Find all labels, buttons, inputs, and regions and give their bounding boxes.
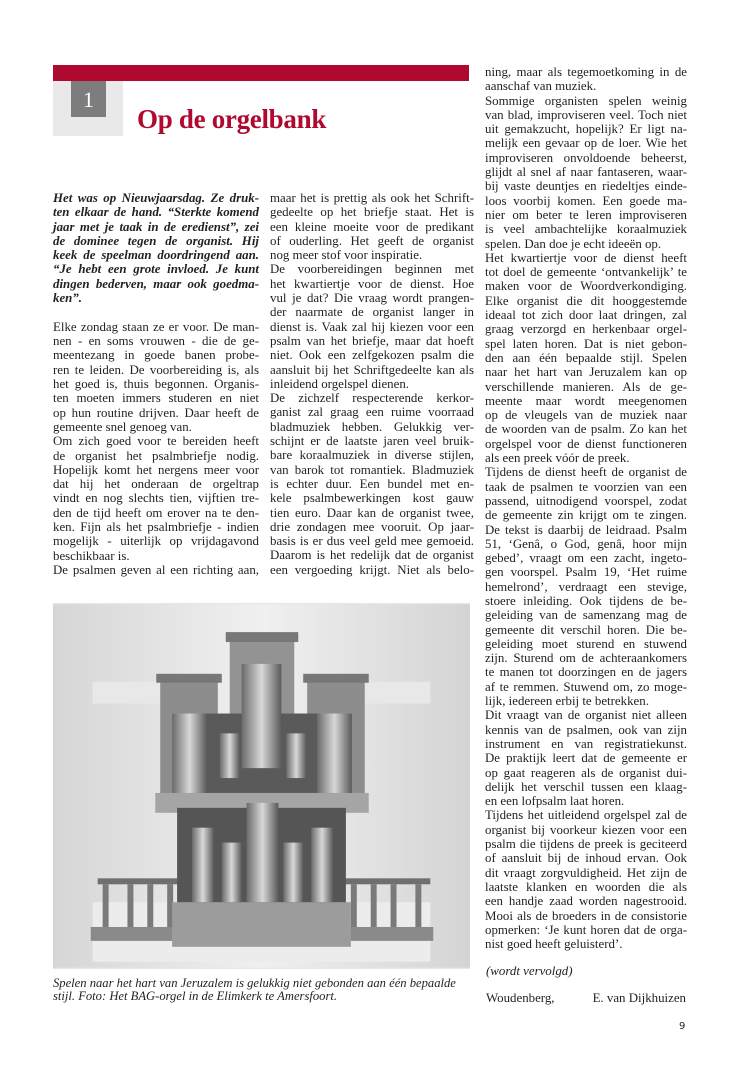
- text-line: laatste klanken en woorden die als: [485, 879, 687, 894]
- organ-illustration: [53, 603, 470, 969]
- paragraph: [485, 94, 687, 251]
- text-line: “Je hebt een grote invloed. Je kunt: [53, 262, 259, 277]
- text-line: Hopelijk komt het nergens meer voor: [53, 462, 259, 477]
- text-line: orgelspel voor de dienst functioneren: [485, 436, 687, 451]
- text-line: den de tijd heeft om erover na te den-: [53, 505, 259, 520]
- text-line: dingen bederven, maar ook goedma-: [53, 276, 259, 291]
- text-line: Het was op Nieuwjaarsdag. Ze druk-: [53, 191, 259, 205]
- text-line: en een lofpsalm laat horen.: [485, 794, 625, 809]
- text-line: De psalmen geven al een richting aan,: [53, 562, 259, 577]
- text-line: ten elkaar de hand. “Sterkte komend: [53, 205, 259, 220]
- text-line: ren te leiden. De voorbereiding is, als: [53, 362, 259, 377]
- text-line: naar het hart van Jeruzalem kan op: [485, 365, 687, 380]
- text-line: de woorden van de psalm. Zo kan het: [485, 422, 687, 437]
- text-line: af te remmen. Stuwend om, zo moge-: [485, 679, 687, 694]
- text-line: beschikbaar is.: [53, 548, 130, 563]
- text-line: aanschaf van muziek.: [485, 79, 597, 94]
- text-line: dit vraagt zorgvuldigheid. Het zijn de: [485, 865, 687, 880]
- text-line: ning, maar als tegemoetkoming in de: [485, 65, 687, 79]
- text-line: basis is er dus veel geld mee gemoeid.: [270, 534, 474, 549]
- text-line: Elke zondag staan ze er voor. De man-: [53, 319, 259, 334]
- text-line: geleiding van de samenzang mag de: [485, 608, 687, 623]
- text-line: Daarom is het redelijk dat de organist: [270, 548, 474, 563]
- text-line: stoere inleiding. Ook tijdens de be-: [485, 593, 687, 608]
- text-line: instrument en van registratiekunst.: [485, 736, 687, 751]
- text-line: Elke organist die dit hooggestemde: [485, 293, 687, 308]
- paragraph: [270, 262, 474, 391]
- text-line: tien euro. Daar kan de organist twee,: [270, 505, 474, 520]
- caption-line: stijl. Foto: Het BAG-orgel in de Elimkerk te Amersfoort.: [53, 989, 338, 1003]
- text-line: de organist het psalmbriefje nodig.: [53, 448, 259, 463]
- text-line: nier om beter te leren improviseren: [485, 207, 687, 222]
- paragraph: [485, 65, 687, 94]
- paragraph: [53, 563, 259, 577]
- text-line: melijk een gevaar op de loer. Wie het: [485, 136, 687, 151]
- text-line: het kwartiertje voor de dienst. Hoe: [270, 276, 474, 291]
- text-line: De voorbereidingen beginnen met: [270, 262, 474, 277]
- text-line: Sommige organisten spelen weinig: [485, 93, 687, 108]
- paragraph: [485, 708, 687, 808]
- paragraph: [270, 191, 474, 262]
- text-line: of ouderling. Het geeft de organist: [270, 233, 474, 248]
- photo-caption: [53, 977, 473, 1003]
- text-line: kele psalmbewerkingen kost gauw: [270, 491, 474, 506]
- text-line: lijk, iedereen erbij te betrekken.: [485, 694, 649, 709]
- text-line: graag verzorgd en herkenbaar orgel-: [485, 322, 687, 337]
- text-line: nog meer stof voor inspiratie.: [270, 248, 423, 263]
- text-line: niet. Ook een zelfgekozen psalm die: [270, 348, 474, 363]
- author-name: E. van Dijkhuizen: [592, 991, 686, 1005]
- paragraph: [485, 465, 687, 708]
- text-line: Tijdens de dienst heeft de organist de: [485, 465, 687, 480]
- text-line: aansluit bij het Schriftgedeelte kan als: [270, 362, 474, 377]
- text-line: gen voorspel. Psalm 19, ‘Het ruime: [485, 565, 687, 580]
- text-line: een kleine moeite voor de predikant: [270, 219, 474, 234]
- text-line: psalm van het briefje, maar dat hoeft: [270, 333, 474, 348]
- text-line: meentezang in goede banen probe-: [53, 348, 259, 363]
- text-line: drie zondagen mee vooruit. Op jaar-: [270, 519, 474, 534]
- text-line: een vergoeding krijgt. Niet als belo-: [270, 562, 474, 577]
- text-line: is echter duur. Een bundel met en-: [270, 476, 474, 491]
- text-line: uit gemakzucht, hopelijk? Er ligt na-: [485, 122, 687, 137]
- page-number: 9: [679, 1021, 686, 1032]
- text-line: vul je dat? Die vraag wordt prangen-: [270, 291, 474, 306]
- text-line: ganist zal graag een ruime voorraad: [270, 405, 474, 420]
- text-line: loos voorbij komen. Een goede ma-: [485, 193, 687, 208]
- text-line: van barok tot romantiek. Bladmuziek: [270, 462, 474, 477]
- text-line: maar het is prettig als ook het Schrift-: [270, 191, 474, 205]
- text-line: psalm die tijdens de preek is geciteerd: [485, 837, 687, 852]
- text-line: bladmuziek hebben. Gelukkig ver-: [270, 419, 474, 434]
- text-line: den aan één bepaalde stijl. Spelen: [485, 350, 687, 365]
- paragraph: [270, 391, 474, 577]
- text-line: nen - en soms vrouwen - die de ge-: [53, 334, 259, 349]
- text-line: De tekst is daarbij de leidraad. Psalm: [485, 522, 687, 537]
- text-line: improviseren onvoldoende beheerst,: [485, 150, 687, 165]
- text-line: bij vaste deuntjes en riedeltjes einde-: [485, 179, 687, 194]
- text-line: dat hij het onderaan de orgeltrap: [53, 477, 259, 492]
- text-line: der naarmate de organist langer in: [270, 305, 474, 320]
- text-line: is veel ambachtelijke koraalmuziek: [485, 222, 687, 237]
- text-line: bare koraalmuziek in diverse stijlen,: [270, 448, 474, 463]
- text-line: kennis van de psalmen, ook van zijn: [485, 722, 687, 737]
- text-line: Het kwartiertje voor de dienst heeft: [485, 250, 687, 265]
- text-line: tot doel de gemeente ‘ontvankelijk’ te: [485, 265, 687, 280]
- text-line: maken voor de Woordverkondiging.: [485, 279, 687, 294]
- text-line: 51, ‘Genâ, o God, genâ, hoor mijn: [485, 536, 687, 551]
- text-line: gebed’, vraagt om een zacht, ingeto-: [485, 551, 687, 566]
- text-line: glijdt al snel af naar fantaseren, waar-: [485, 165, 687, 180]
- text-line: verschillende manieren. Als de ge-: [485, 379, 687, 394]
- paragraph: [53, 320, 259, 434]
- text-line: Om zich goed voor te bereiden heeft: [53, 434, 259, 449]
- header-red-bar: [53, 65, 469, 81]
- text-line: ken”.: [53, 291, 83, 306]
- continued-note: (wordt vervolgd): [486, 964, 573, 978]
- text-line: geleiding moet sturend en stuwend: [485, 636, 687, 651]
- text-line: keek de speelman doordringend aan.: [53, 248, 259, 263]
- paragraph: [485, 251, 687, 465]
- text-line: organist bij voorkeur kiezen voor een: [485, 822, 687, 837]
- article-title: Op de orgelbank: [137, 104, 327, 134]
- text-line: spelen. Dan doe je echt ideeën op.: [485, 236, 662, 251]
- text-line: hemelrond’, verdraagt een stevige,: [485, 579, 687, 594]
- intro-paragraph: [53, 191, 259, 305]
- text-line: opmerken: ‘Je kunt horen dat de orga-: [485, 922, 687, 937]
- paragraph: [485, 808, 687, 951]
- text-line: De praktijk leert dat de gemeente er: [485, 751, 687, 766]
- text-line: Mooi als de broeders in de consistorie: [485, 908, 687, 923]
- text-line: gemeente dit verschil horen. Die be-: [485, 622, 687, 637]
- text-line: spel laten horen. Dat is niet gebon-: [485, 336, 687, 351]
- text-column-3: [485, 65, 687, 951]
- text-line: Tijdens het uitleidend orgelspel zal de: [485, 808, 687, 823]
- text-line: op hun routine drijven. Daar heeft de: [53, 405, 259, 420]
- text-line: op gaat reageren als de organist dui-: [485, 765, 687, 780]
- text-line: zijn. Sturend om de achteraankomers: [485, 651, 687, 666]
- caption-line: Spelen naar het hart van Jeruzalem is gelukkig niet gebonden aan één bepaalde: [53, 976, 456, 990]
- text-line: een handje zaad worden nagestrooid.: [485, 894, 687, 909]
- text-line: Dit vraagt van de organist niet alleen: [485, 708, 687, 723]
- text-line: vindt en nog slechts tien, vijftien tre-: [53, 491, 259, 506]
- text-line: taak de psalmen te voorzien van een: [485, 479, 687, 494]
- text-line: ten moeten immers studeren en niet: [53, 391, 259, 406]
- text-line: meente maar wordt meegenomen: [485, 393, 687, 408]
- text-line: op de vleugels van de muziek naar: [485, 408, 687, 423]
- author-place: Woudenberg,: [486, 991, 555, 1005]
- paragraph: [53, 434, 259, 563]
- text-line: nist goed heeft geluisterd’.: [485, 937, 623, 952]
- text-line: De zichzelf respecterende kerkor-: [270, 391, 474, 406]
- text-line: schijnt er de laatste jaren veel bruik-: [270, 434, 474, 449]
- chapter-number: 1: [71, 81, 106, 117]
- text-line: de dominee tegen de organist. Hij: [53, 233, 259, 248]
- text-line: mogelijk - uiterlijk op vrijdagavond: [53, 534, 259, 549]
- text-column-1: [53, 191, 259, 577]
- text-line: te manen tot doorzingen en de jagers: [485, 665, 687, 680]
- text-line: delijk het verschil tussen een klaag-: [485, 779, 687, 794]
- text-line: als een preek vóór de preek.: [485, 451, 630, 466]
- text-line: of aansluit bij de inhoud ervan. Ook: [485, 851, 687, 866]
- text-line: ideaal tot zich door laat dringen, zal: [485, 308, 687, 323]
- organ-photo: [53, 603, 470, 969]
- text-line: inleidend orgelspel dienen.: [270, 376, 410, 391]
- text-line: van blad, improviseren veel. Toch niet: [485, 107, 687, 122]
- text-line: passend, uitnodigend voorspel, zodat: [485, 493, 687, 508]
- text-line: jaar met je taak in de eredienst”, zei: [53, 219, 259, 234]
- text-column-2: [270, 191, 474, 577]
- text-line: gedeelte op het briefje staat. Het is: [270, 205, 474, 220]
- text-line: de gemeente zin krijgt om te zingen.: [485, 508, 687, 523]
- text-line: dienst is. Vaak zal hij kiezen voor een: [270, 319, 474, 334]
- text-line: ken. Fijn als het psalmbriefje - indien: [53, 520, 259, 535]
- text-line: gemeente snel genoeg van.: [53, 419, 192, 434]
- text-line: het goed is, thuis begonnen. Organis-: [53, 377, 259, 392]
